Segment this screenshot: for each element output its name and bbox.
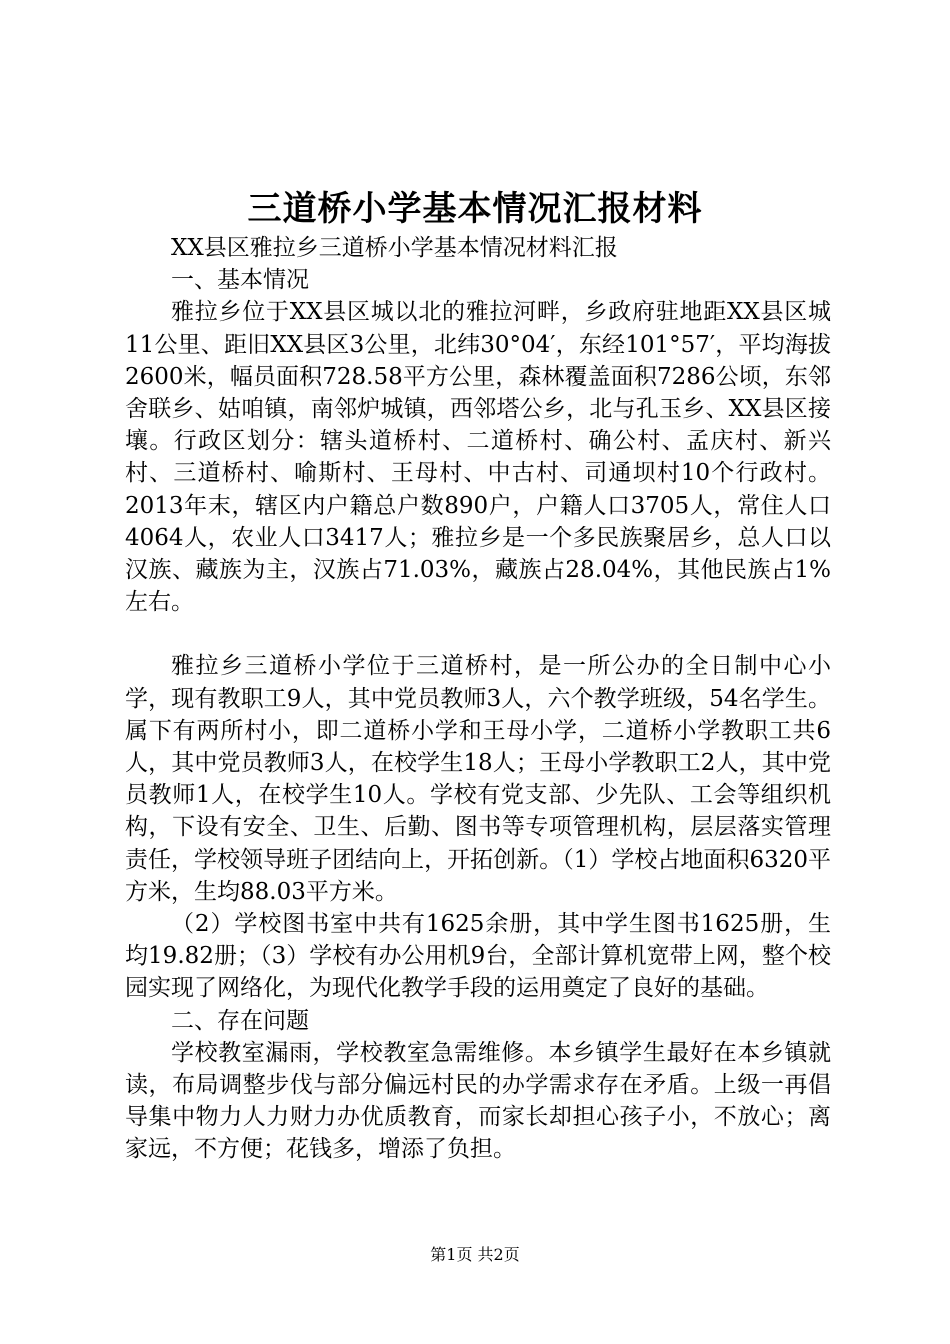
paragraph-township-overview: 雅拉乡位于XX县区城以北的雅拉河畔，乡政府驻地距XX县区城11公里、距旧XX县区3公里，北纬30°04′，东经101°57′，平均海拔2600米，幅员面积728.58平方公里，森林覆盖面积7286公顷，东邻舍联乡、姑咱镇，南邻炉城镇，西邻塔公乡，北与孔玉乡、XX县区接壤。行政区划分：辖头道桥村、二道桥村、确公村、孟庆村、新兴村、三道桥村、喻斯村、王母村、中古村、司通坝村10个行政村。2013年末，辖区内户籍总户数890户，户籍人口3705人，常住人口4064人，农业人口3417人；雅拉乡是一个多民族聚居乡，总人口以汉族、藏族为主，汉族占71.03%，藏族占28.04%，其他民族占1%左右。 — [125, 299, 831, 616]
section-heading-problems: 二、存在问题 — [171, 1007, 309, 1034]
section-heading-basic-info: 一、基本情况 — [171, 267, 309, 294]
page-number-footer: 第1页 共2页 — [430, 1245, 520, 1264]
paragraph-library-computers: （2）学校图书室中共有1625余册，其中学生图书1625册，生均19.82册；（3）学校有办公用机9台，全部计算机宽带上网，整个校园实现了网络化，为现代化教学手段的运用奠定了良好的基础。 — [125, 911, 831, 1002]
paragraph-school-overview: 雅拉乡三道桥小学位于三道桥村，是一所公办的全日制中心小学，现有教职工9人，其中党员教师3人，六个教学班级，54名学生。属下有两所村小，即二道桥小学和王母小学，二道桥小学教职工共6人，其中党员教师3人，在校学生18人；王母小学教职工2人，其中党员教师1人，在校学生10人。学校有党支部、少先队、工会等组织机构，下设有安全、卫生、后勤、图书等专项管理机构，层层落实管理责任，学校领导班子团结向上，开拓创新。（1）学校占地面积6320平方米，生均88.03平方米。 — [125, 653, 831, 905]
subtitle-paragraph: XX县区雅拉乡三道桥小学基本情况材料汇报 — [171, 235, 618, 261]
document-body — [125, 232, 831, 1166]
paragraph-problems: 学校教室漏雨，学校教室急需维修。本乡镇学生最好在本乡镇就读，布局调整步伐与部分偏远村民的办学需求存在矛盾。上级一再倡导集中物力人力财力办优质教育，而家长却担心孩子小，不放心；离家远，不方便；花钱多，增添了负担。 — [125, 1039, 831, 1163]
document-title: 三道桥小学基本情况汇报材料 — [247, 189, 703, 229]
